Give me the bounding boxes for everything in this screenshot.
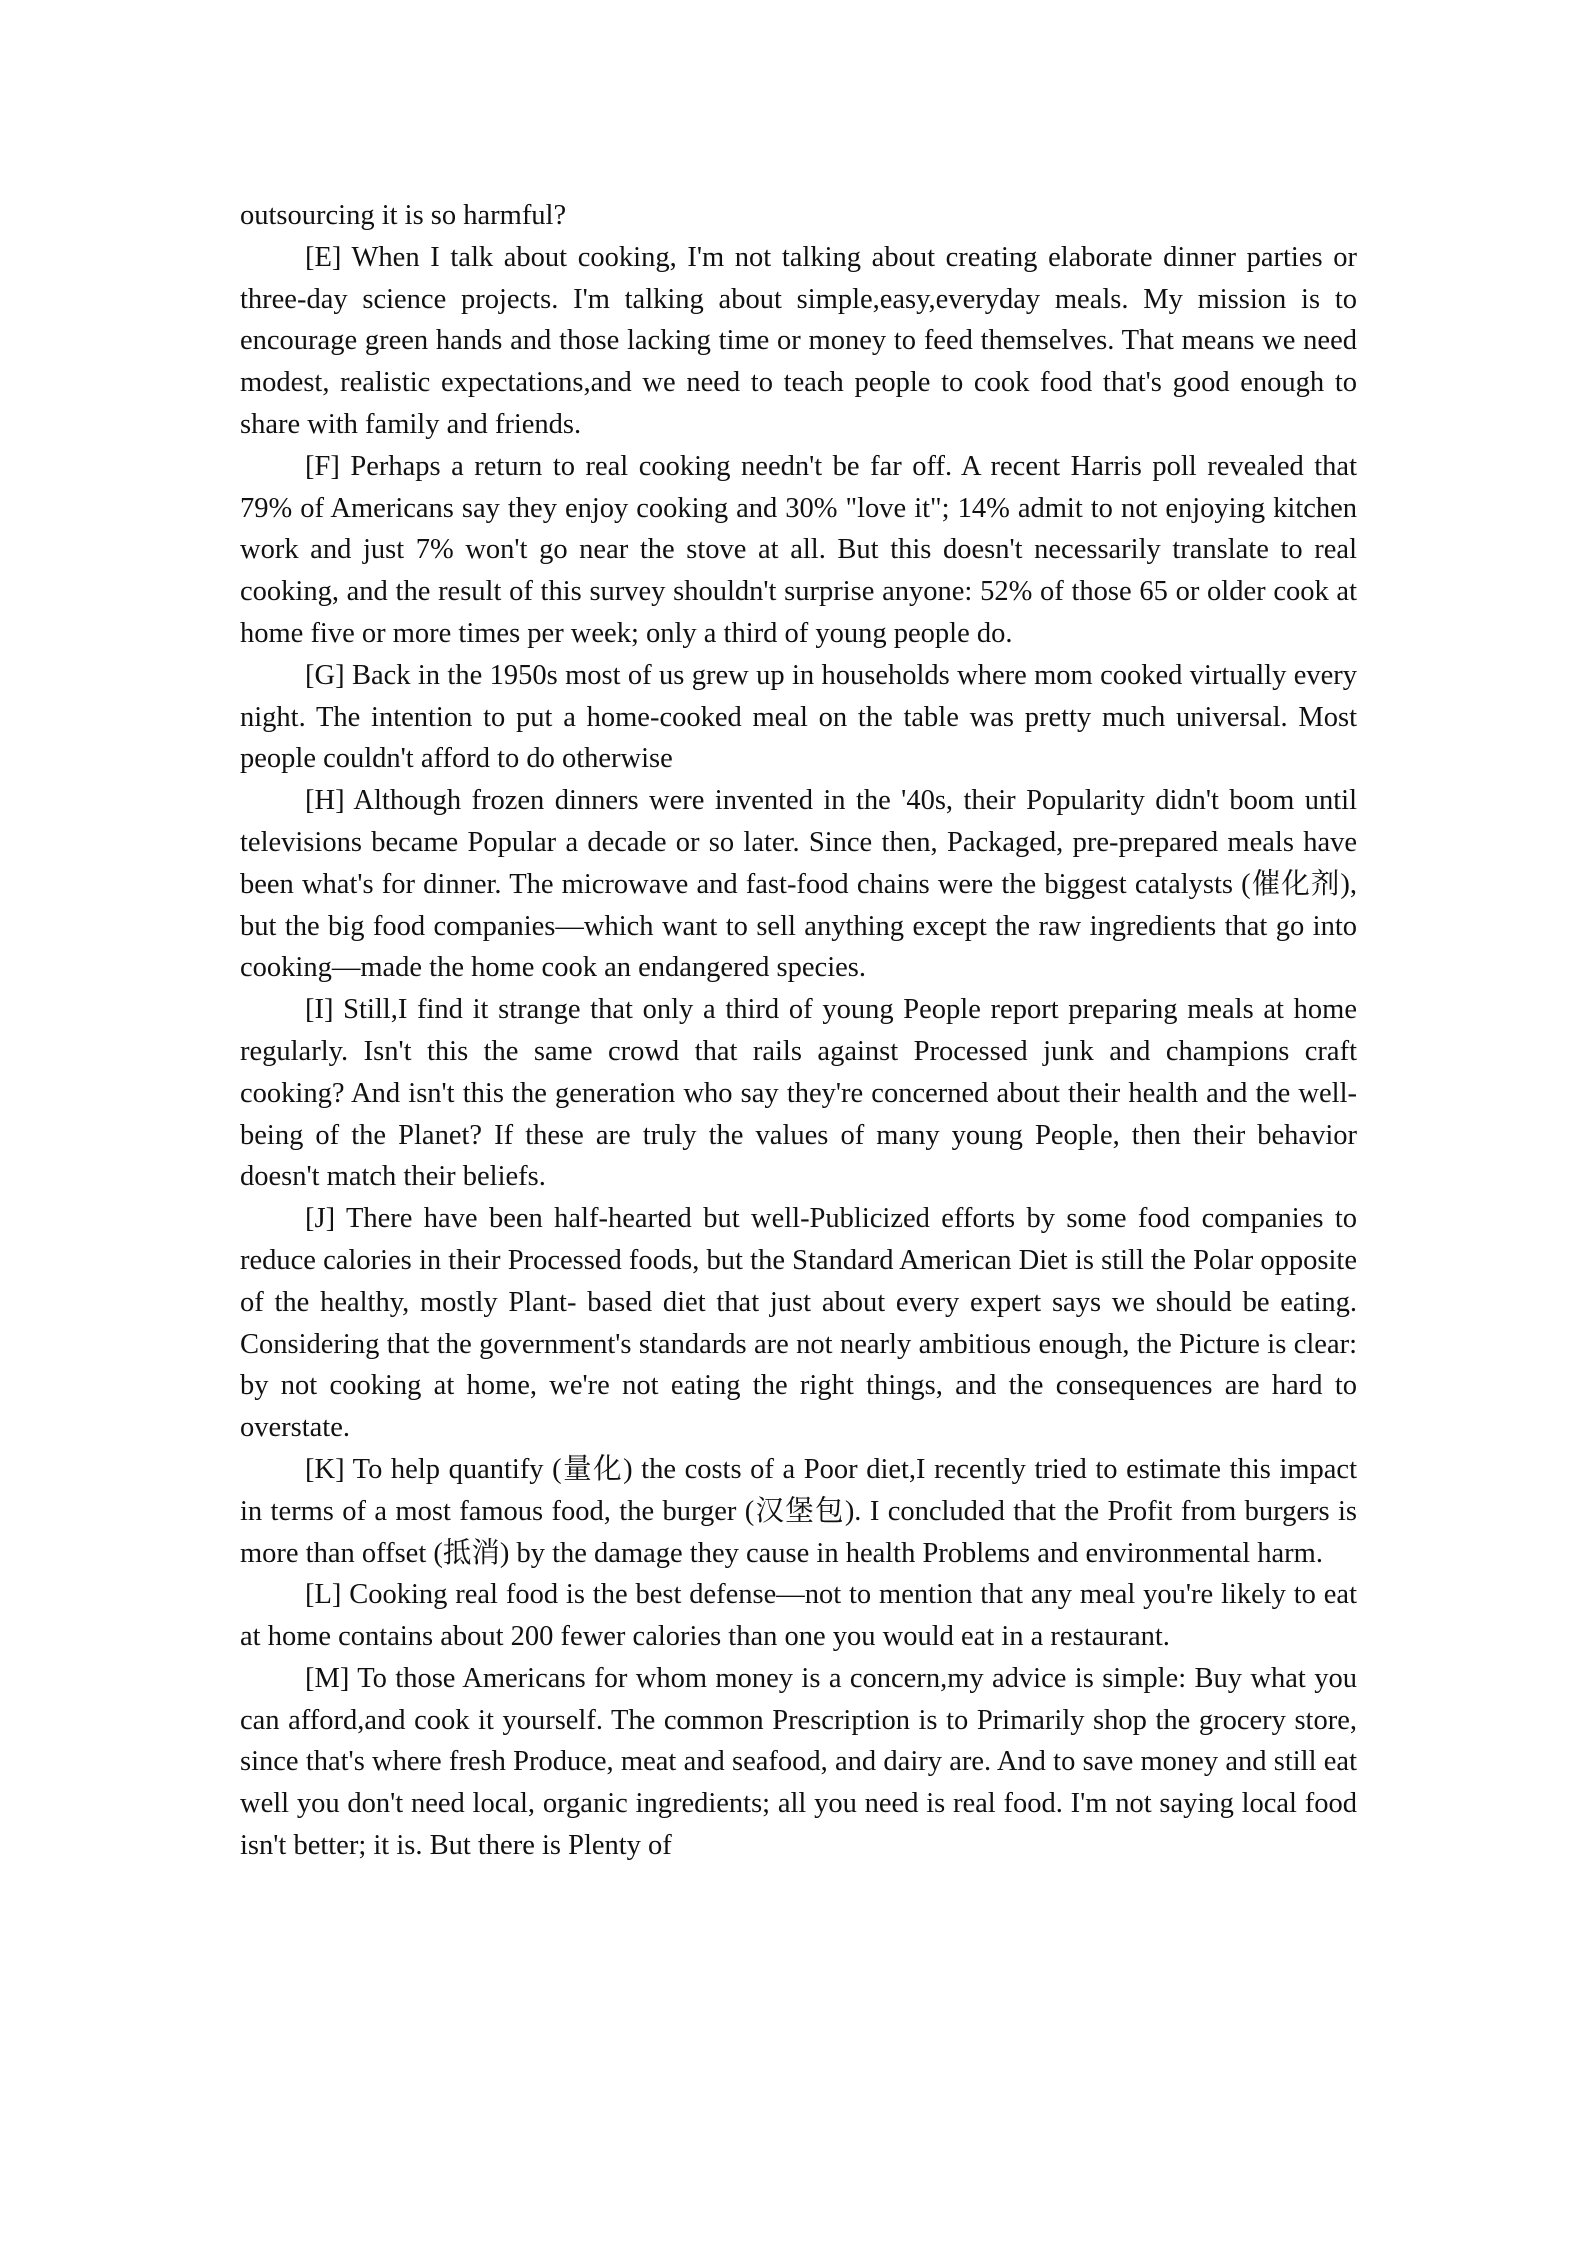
paragraph-continuation: outsourcing it is so harmful? [240,200,567,231]
paragraph-g: [G] Back in the 1950s most of us grew up in households where mom cooked virtually every night. The intention to put a home-cooked meal on the table was pretty much universal. Most people couldn't afford to do otherwise [240,659,1357,775]
paragraph-j: [J] There have been half-hearted but well-Publicized efforts by some food companies to reduce calories in their Processed foods, but the Standard American Diet is still the Polar opposite of the healthy, mostly Plant- based diet that just about every expert says we should be eating. Considering that the government's standards are not nearly ambitious enough, the Picture is clear: by not cooking at home, we're not eating the right things, and the consequences are hard to overstate. [240,1203,1357,1444]
paragraph-i: [I] Still,I find it strange that only a third of young People report preparing meals at home regularly. Isn't this the same crowd that rails against Processed junk and champions craft cooking? And isn't this the generation who say they're concerned about their health and the well-being of the Planet? If these are truly the values of many young People, then their behavior doesn't match their beliefs. [240,994,1357,1193]
paragraph-l: [L] Cooking real food is the best defense—not to mention that any meal you're likely to eat at home contains about 200 fewer calories than one you would eat in a restaurant. [240,1579,1357,1653]
paragraph-k: [K] To help quantify (量化) the costs of a Poor diet,I recently tried to estimate this impact in terms of a most famous food, the burger (汉堡包). I concluded that the Profit from burgers is more than offset (抵消) by the damage they cause in health Problems and environmental harm. [240,1453,1357,1569]
paragraph-m: [M] To those Americans for whom money is a concern,my advice is simple: Buy what you can afford,and cook it yourself. The common Prescription is to Primarily shop the grocery store, since that's where fresh Produce, meat and seafood, and dairy are. And to save money and still eat well you don't need local, organic ingredients; all you need is real food. I'm not saying local food isn't better; it is. But there is Plenty of [240,1662,1357,1862]
paragraph-e: [E] When I talk about cooking, I'm not talking about creating elaborate dinner parties or three-day science projects. I'm talking about simple,easy,everyday meals. My mission is to encourage green hands and those lacking time or money to feed themselves. That means we need modest, realistic expectations,and we need to teach people to cook food that's good enough to share with family and friends. [240,241,1357,440]
paragraph-f: [F] Perhaps a return to real cooking needn't be far off. A recent Harris poll revealed that 79% of Americans say they enjoy cooking and 30% "love it"; 14% admit to not enjoying kitchen work and just 7% won't go near the stove at all. But this doesn't necessarily translate to real cooking, and the result of this survey shouldn't surprise anyone: 52% of those 65 or older cook at home five or more times per week; only a third of young people do. [240,450,1357,649]
paragraph-h: [H] Although frozen dinners were invented in the '40s, their Popularity didn't boom until televisions became Popular a decade or so later. Since then, Packaged, pre-prepared meals have been what's for dinner. The microwave and fast-food chains were the biggest catalysts (催化剂), but the big food companies—which want to sell anything except the raw ingredients that go into cooking—made the home cook an endangered species. [240,785,1357,984]
document-page [240,195,1357,1867]
